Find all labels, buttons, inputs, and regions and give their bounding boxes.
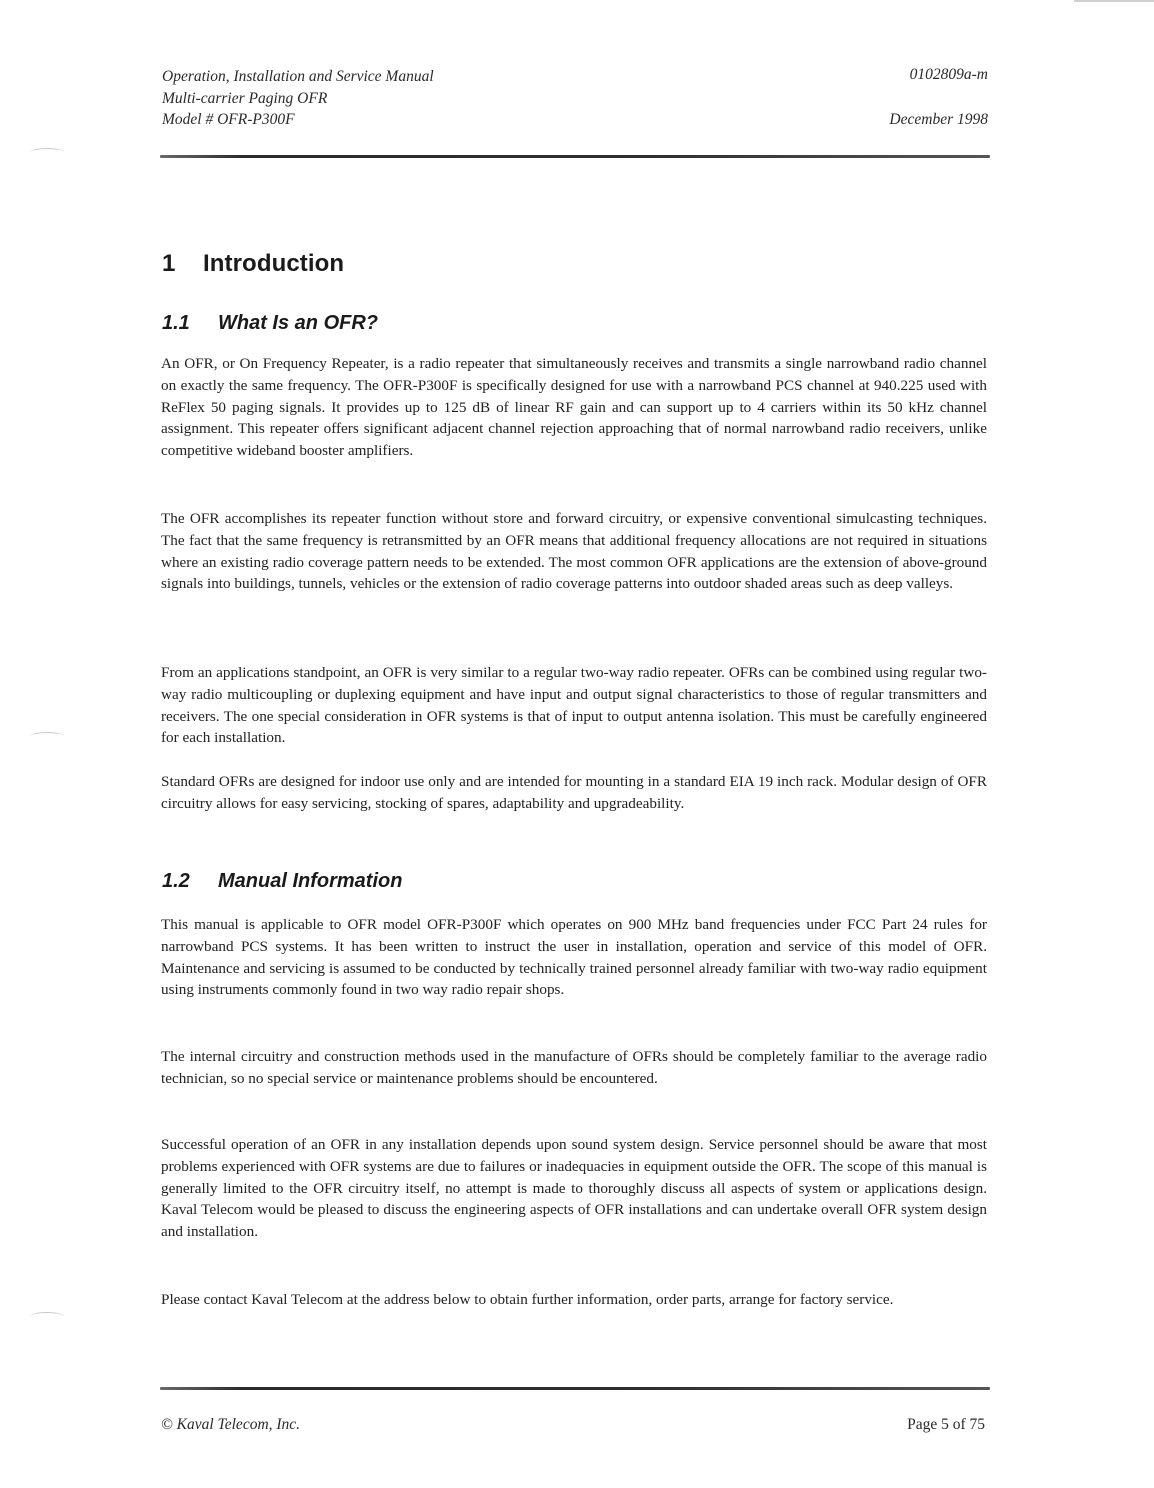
body-paragraph: This manual is applicable to OFR model OFR-P300F which operates on 900 MHz band frequencies under FCC Part 24 rules for narrowband PCS systems. It has been written to instruct the user in installation, operation and service of this model of OFR. Maintenance and servicing is assumed to be conducted by technically trained personnel already familiar with two-way radio equipment using instruments commonly found in two way radio repair shops. [161,916,987,999]
footer-copyright: © Kaval Telecom, Inc. [161,1416,301,1433]
subsection-title: What Is an OFR? [218,312,378,334]
footer-divider [160,1387,990,1390]
subsection-heading-what-is-ofr [162,312,378,335]
section-heading-introduction [162,250,344,278]
header-divider [160,155,990,158]
subsection-number: 1.1 [162,312,190,334]
subsection-heading-manual-information [162,870,402,893]
subsection-number: 1.2 [162,870,190,892]
body-paragraph: The internal circuitry and construction methods used in the manufacture of OFRs should be completely familiar to the average radio technician, so no special service or maintenance problems should be encountered. [161,1048,987,1087]
binder-hole-mark [30,732,64,741]
binder-hole-mark [30,1312,64,1321]
header-manual-title: Operation, Installation and Service Manual [162,68,434,85]
document-header [162,66,434,131]
binder-hole-mark [30,148,64,157]
section-number: 1 [162,250,176,277]
scan-edge-mark [1074,0,1154,2]
body-paragraph: The OFR accomplishes its repeater function without store and forward circuitry, or expensive conventional simulcasting techniques. The fact that the same frequency is retransmitted by an OFR means that additional frequency allocations are not required in situations where an existing radio coverage pattern needs to be extended. The most common OFR applications are the extension of above-ground signals into buildings, tunnels, vehicles or the extension of radio coverage patterns into outdoor shaded areas such as deep valleys. [161,510,987,593]
document-date: December 1998 [889,111,988,128]
subsection-title: Manual Information [218,870,403,892]
section-title: Introduction [203,250,345,277]
header-product-name: Multi-carrier Paging OFR [162,89,328,107]
body-paragraph: An OFR, or On Frequency Repeater, is a radio repeater that simultaneously receives and transmits a single narrowband radio channel on exactly the same frequency. The OFR-P300F is specifically designed for use with a narrowband PCS channel at 940.225 used with ReFlex 50 paging signals. It provides up to 125 dB of linear RF gain and can support up to 4 carriers within its 50 kHz channel assignment. This repeater offers significant adjacent channel rejection approaching that of normal narrowband radio receivers, unlike competitive wideband booster amplifiers. [161,355,987,460]
body-paragraph: Standard OFRs are designed for indoor use only and are intended for mounting in a standard EIA 19 inch rack. Modular design of OFR circuitry allows for easy servicing, stocking of spares, adaptability and upgradeability. [161,773,987,812]
body-paragraph: Please contact Kaval Telecom at the address below to obtain further information, order parts, arrange for factory service. [161,1291,894,1308]
header-model-number: Model # OFR-P300F [162,111,295,128]
document-number: 0102809a-m [909,66,988,83]
body-paragraph: From an applications standpoint, an OFR is very similar to a regular two-way radio repeater. OFRs can be combined using regular two-way radio multicoupling or duplexing equipment and have input and output signal characteristics to those of regular transmitters and receivers. The one special consideration in OFR systems is that of input to output antenna isolation. This must be carefully engineered for each installation. [161,664,987,747]
page-number: Page 5 of 75 [907,1416,985,1433]
body-paragraph: Successful operation of an OFR in any installation depends upon sound system design. Service personnel should be aware that most problems experienced with OFR systems are due to failures or inadequacies in equipment outside the OFR. The scope of this manual is generally limited to the OFR circuitry itself, no attempt is made to thoroughly discuss all aspects of system or applications design. Kaval Telecom would be pleased to discuss the engineering aspects of OFR installations and can undertake overall OFR system design and installation. [161,1136,987,1241]
